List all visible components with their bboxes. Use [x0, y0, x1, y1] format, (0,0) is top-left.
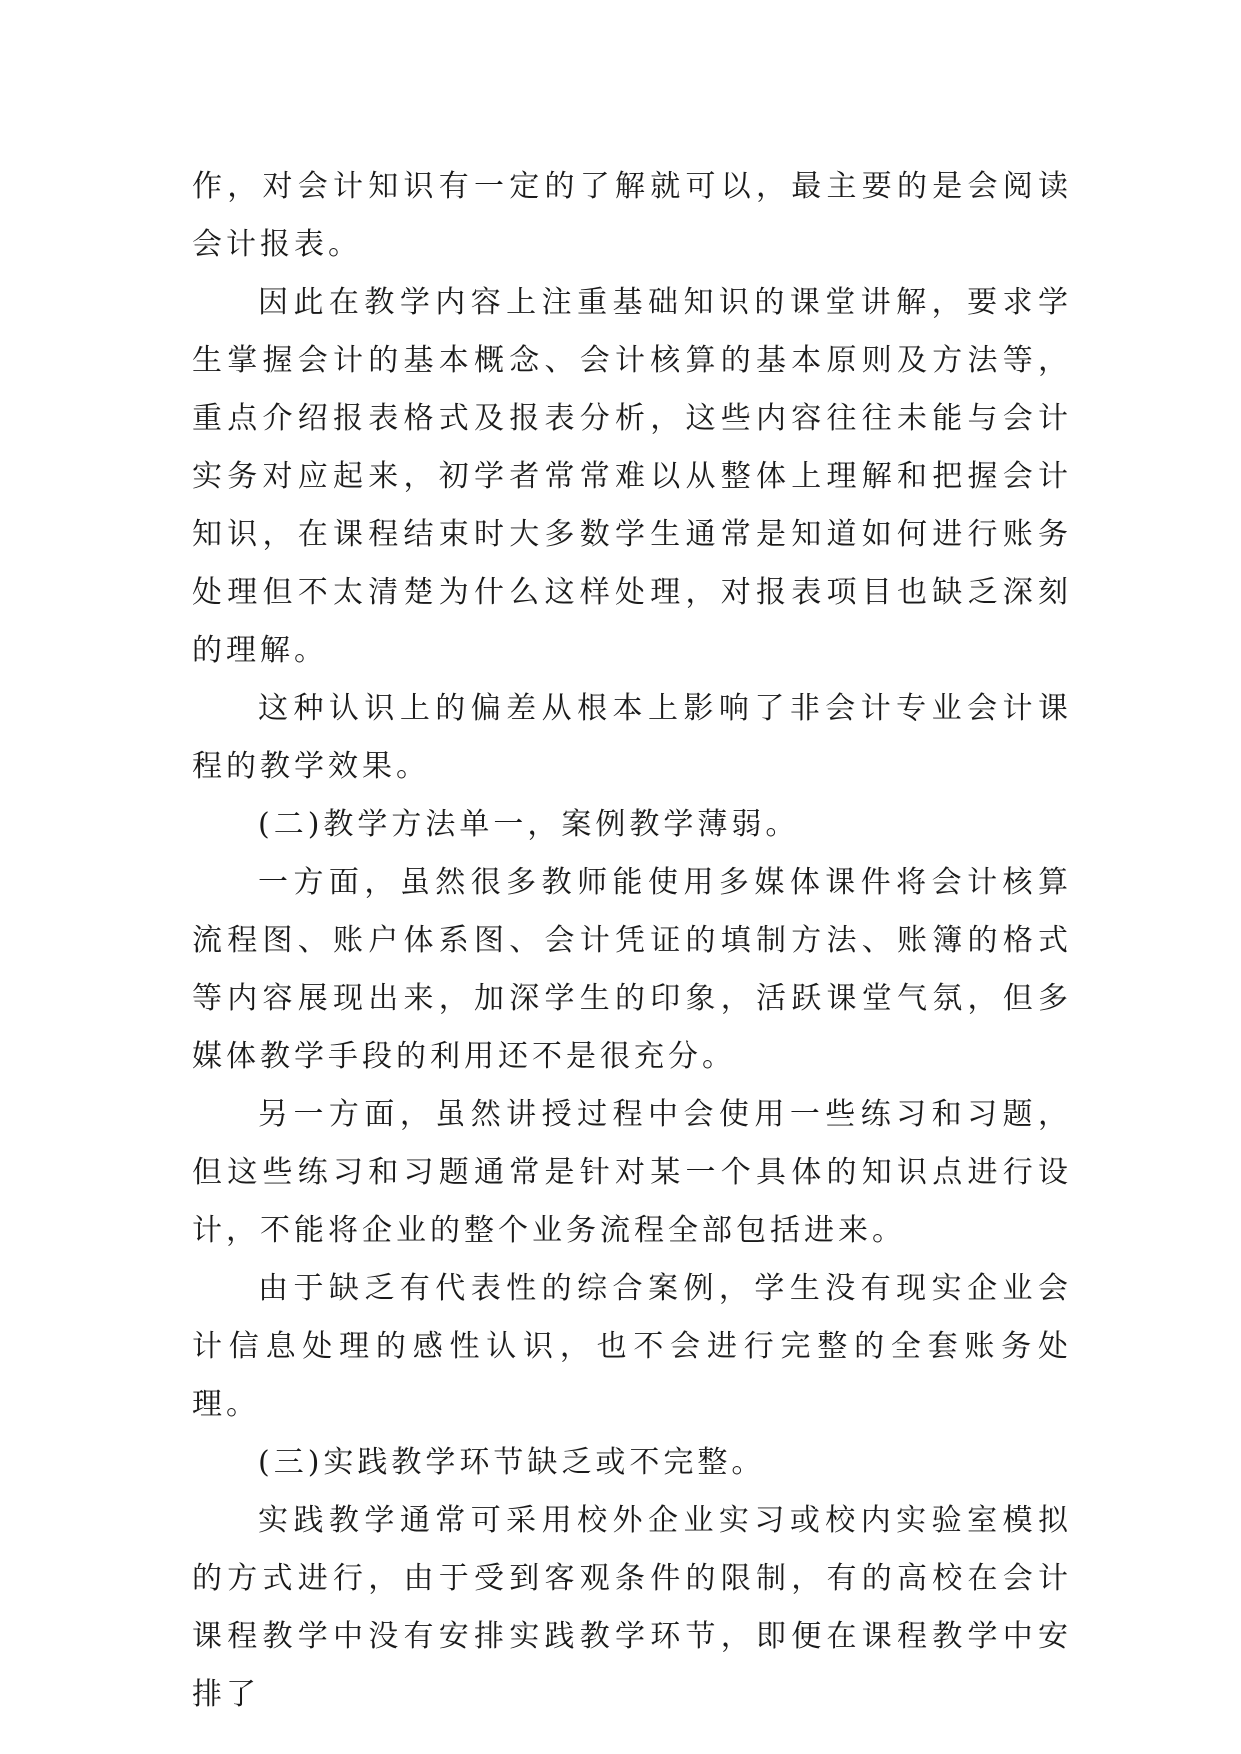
- body-text: [192, 158, 1072, 1724]
- section-heading-3: (三)实践教学环节缺乏或不完整。: [258, 1445, 766, 1480]
- paragraph-5: 另一方面，虽然讲授过程中会使用一些练习和习题，但这些练习和习题通常是针对某一个具体的知识点进行设计，不能将企业的整个业务流程全部包括进来。: [192, 1097, 1072, 1248]
- paragraph-6: 由于缺乏有代表性的综合案例，学生没有现实企业会计信息处理的感性认识，也不会进行完整的全套账务处理。: [192, 1271, 1072, 1422]
- paragraph-1: 作，对会计知识有一定的了解就可以，最主要的是会阅读会计报表。: [192, 169, 1072, 262]
- section-heading-2: (二)教学方法单一，案例教学薄弱。: [258, 807, 800, 842]
- paragraph-3: 这种认识上的偏差从根本上影响了非会计专业会计课程的教学效果。: [192, 691, 1072, 784]
- paragraph-7: 实践教学通常可采用校外企业实习或校内实验室模拟的方式进行，由于受到客观条件的限制，有的高校在会计课程教学中没有安排实践教学环节，即便在课程教学中安排了: [192, 1503, 1072, 1712]
- paragraph-4: 一方面，虽然很多教师能使用多媒体课件将会计核算流程图、账户体系图、会计凭证的填制方法、账簿的格式等内容展现出来，加深学生的印象，活跃课堂气氛，但多媒体教学手段的利用还不是很充分。: [192, 865, 1072, 1074]
- paragraph-2: 因此在教学内容上注重基础知识的课堂讲解，要求学生掌握会计的基本概念、会计核算的基本原则及方法等，重点介绍报表格式及报表分析，这些内容往往未能与会计实务对应起来，初学者常常难以从整体上理解和把握会计知识，在课程结束时大多数学生通常是知道如何进行账务处理但不太清楚为什么这样处理，对报表项目也缺乏深刻的理解。: [192, 285, 1072, 668]
